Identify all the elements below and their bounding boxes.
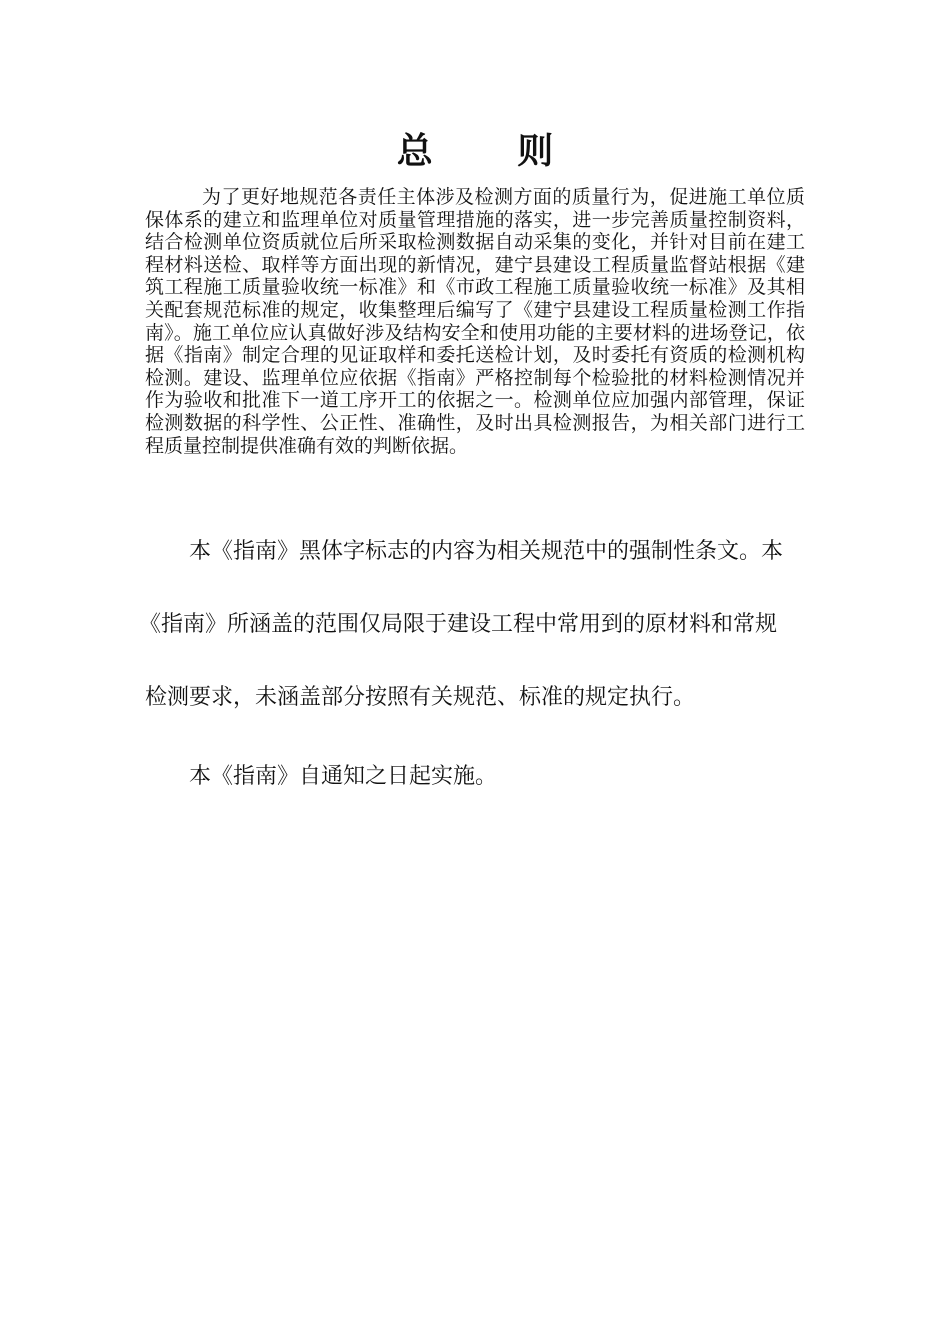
intro-paragraph: 为了更好地规范各责任主体涉及检测方面的质量行为，促进施工单位质保体系的建立和监理单位对质量管理措施的落实，进一步完善质量控制资料，结合检测单位资质就位后所采取检测数据自动采集的变化，并针对目前在建工程材料送检、取样等方面出现的新情况，建宁县建设工程质量监督站根据《建筑工程施工质量验收统一标准》和《市政工程施工质量验收统一标准》及其相关配套规范标准的规定，收集整理后编写了《建宁县建设工程质量检测工作指南》。施工单位应认真做好涉及结构安全和使用功能的主要材料的进场登记，依据《指南》制定合理的见证取样和委托送检计划，及时委托有资质的检测机构检测。建设、监理单位应依据《指南》严格控制每个检验批的材料检测情况并作为验收和批准下一道工序开工的依据之一。检测单位应加强内部管理，保证检测数据的科学性、公正性、准确性，及时出具检测报告，为相关部门进行工程质量控制提供准确有效的判断依据。: [145, 186, 805, 457]
scope-paragraph: [139, 533, 805, 717]
page-title: 总 则: [396, 131, 590, 172]
scope-paragraph-line: 《指南》所涵盖的范围仅局限于建设工程中常用到的原材料和常规: [139, 612, 778, 637]
scope-paragraph-line: 本《指南》黑体字标志的内容为相关规范中的强制性条文。本: [189, 539, 784, 564]
effective-date-paragraph: 本《指南》自通知之日起实施。: [189, 764, 498, 789]
scope-paragraph-line: 检测要求，未涵盖部分按照有关规范、标准的规定执行。: [145, 685, 696, 710]
